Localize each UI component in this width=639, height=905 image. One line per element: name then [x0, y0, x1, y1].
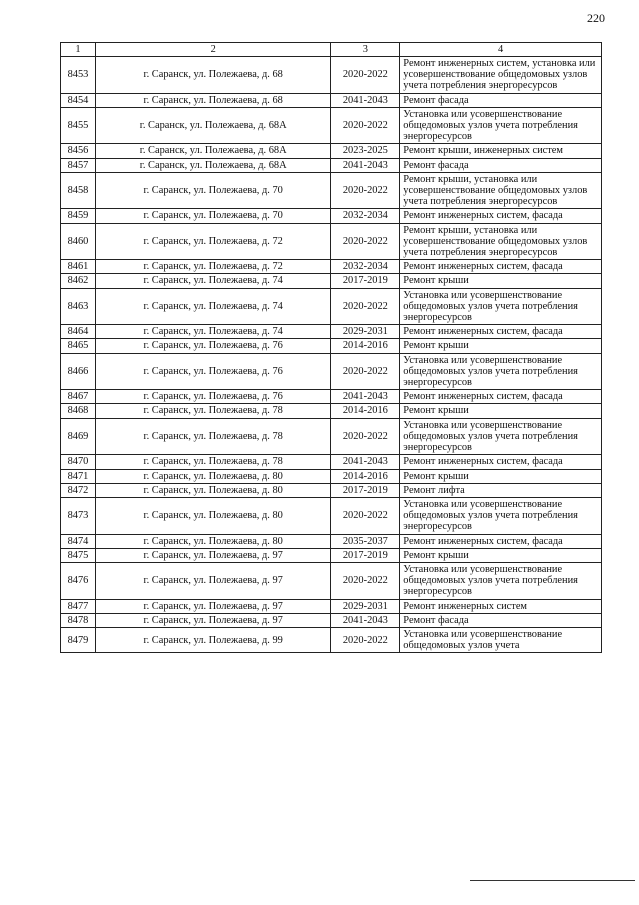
- row-number: 8458: [61, 172, 96, 209]
- table-row: [61, 548, 602, 562]
- row-number: 8453: [61, 57, 96, 94]
- work-type-cell: Ремонт крыши: [400, 469, 602, 483]
- address-cell: г. Саранск, ул. Полежаева, д. 74: [95, 288, 330, 325]
- period-cell: 2041-2043: [331, 390, 400, 404]
- work-type-cell: Ремонт фасада: [400, 93, 602, 107]
- column-header-1: 1: [61, 43, 96, 57]
- row-number: 8464: [61, 325, 96, 339]
- row-number: 8466: [61, 353, 96, 390]
- column-header-3: 3: [331, 43, 400, 57]
- row-number: 8476: [61, 562, 96, 599]
- work-type-cell: Ремонт инженерных систем: [400, 599, 602, 613]
- work-type-cell: Ремонт инженерных систем, фасада: [400, 325, 602, 339]
- row-number: 8478: [61, 613, 96, 627]
- row-number: 8459: [61, 209, 96, 223]
- table-row: [61, 418, 602, 455]
- work-type-cell: Ремонт фасада: [400, 158, 602, 172]
- address-cell: г. Саранск, ул. Полежаева, д. 72: [95, 260, 330, 274]
- period-cell: 2017-2019: [331, 483, 400, 497]
- bottom-divider: [470, 880, 635, 881]
- work-type-cell: Установка или усовершенствование общедомовых узлов учета потребления энергоресурсов: [400, 353, 602, 390]
- address-cell: г. Саранск, ул. Полежаева, д. 97: [95, 613, 330, 627]
- period-cell: 2014-2016: [331, 404, 400, 418]
- table-row: [61, 93, 602, 107]
- work-type-cell: Установка или усовершенствование общедомовых узлов учета потребления энергоресурсов: [400, 288, 602, 325]
- period-cell: 2020-2022: [331, 497, 400, 534]
- table-row: [61, 469, 602, 483]
- work-type-cell: Ремонт крыши, инженерных систем: [400, 144, 602, 158]
- row-number: 8457: [61, 158, 96, 172]
- address-cell: г. Саранск, ул. Полежаева, д. 68: [95, 57, 330, 94]
- address-cell: г. Саранск, ул. Полежаева, д. 68А: [95, 107, 330, 144]
- period-cell: 2041-2043: [331, 93, 400, 107]
- table-row: [61, 497, 602, 534]
- table-row: [61, 339, 602, 353]
- address-cell: г. Саранск, ул. Полежаева, д. 74: [95, 274, 330, 288]
- work-type-cell: Ремонт лифта: [400, 483, 602, 497]
- page-number: 220: [587, 11, 605, 25]
- table-row: [61, 562, 602, 599]
- period-cell: 2020-2022: [331, 562, 400, 599]
- address-cell: г. Саранск, ул. Полежаева, д. 68: [95, 93, 330, 107]
- table-row: [61, 627, 602, 652]
- address-cell: г. Саранск, ул. Полежаева, д. 99: [95, 627, 330, 652]
- row-number: 8456: [61, 144, 96, 158]
- period-cell: 2014-2016: [331, 469, 400, 483]
- column-header-2: 2: [95, 43, 330, 57]
- address-cell: г. Саранск, ул. Полежаева, д. 97: [95, 599, 330, 613]
- row-number: 8479: [61, 627, 96, 652]
- period-cell: 2020-2022: [331, 418, 400, 455]
- table-row: [61, 599, 602, 613]
- table-row: [61, 404, 602, 418]
- row-number: 8460: [61, 223, 96, 260]
- work-type-cell: Ремонт инженерных систем, фасада: [400, 455, 602, 469]
- period-cell: 2020-2022: [331, 172, 400, 209]
- header-row: [61, 43, 602, 57]
- row-number: 8469: [61, 418, 96, 455]
- address-cell: г. Саранск, ул. Полежаева, д. 76: [95, 353, 330, 390]
- table-row: [61, 260, 602, 274]
- row-number: 8454: [61, 93, 96, 107]
- work-type-cell: Установка или усовершенствование общедомовых узлов учета потребления энергоресурсов: [400, 418, 602, 455]
- work-type-cell: Ремонт инженерных систем, фасада: [400, 260, 602, 274]
- address-cell: г. Саранск, ул. Полежаева, д. 80: [95, 469, 330, 483]
- address-cell: г. Саранск, ул. Полежаева, д. 76: [95, 390, 330, 404]
- work-type-cell: Установка или усовершенствование общедомовых узлов учета: [400, 627, 602, 652]
- period-cell: 2041-2043: [331, 613, 400, 627]
- address-cell: г. Саранск, ул. Полежаева, д. 80: [95, 534, 330, 548]
- period-cell: 2017-2019: [331, 548, 400, 562]
- period-cell: 2014-2016: [331, 339, 400, 353]
- address-cell: г. Саранск, ул. Полежаева, д. 72: [95, 223, 330, 260]
- address-cell: г. Саранск, ул. Полежаева, д. 70: [95, 209, 330, 223]
- table-row: [61, 57, 602, 94]
- address-cell: г. Саранск, ул. Полежаева, д. 97: [95, 548, 330, 562]
- work-type-cell: Ремонт крыши: [400, 404, 602, 418]
- row-number: 8471: [61, 469, 96, 483]
- row-number: 8473: [61, 497, 96, 534]
- work-type-cell: Ремонт инженерных систем, фасада: [400, 209, 602, 223]
- address-cell: г. Саранск, ул. Полежаева, д. 74: [95, 325, 330, 339]
- column-header-4: 4: [400, 43, 602, 57]
- row-number: 8462: [61, 274, 96, 288]
- work-type-cell: Ремонт инженерных систем, фасада: [400, 390, 602, 404]
- work-type-cell: Ремонт крыши, установка или усовершенствование общедомовых узлов учета потребления энергоресурсов: [400, 172, 602, 209]
- row-number: 8470: [61, 455, 96, 469]
- period-cell: 2020-2022: [331, 288, 400, 325]
- address-cell: г. Саранск, ул. Полежаева, д. 76: [95, 339, 330, 353]
- address-cell: г. Саранск, ул. Полежаева, д. 97: [95, 562, 330, 599]
- period-cell: 2020-2022: [331, 223, 400, 260]
- work-type-cell: Ремонт крыши, установка или усовершенствование общедомовых узлов учета потребления энергоресурсов: [400, 223, 602, 260]
- table-row: [61, 353, 602, 390]
- work-type-cell: Ремонт фасада: [400, 613, 602, 627]
- table-row: [61, 534, 602, 548]
- work-type-cell: Установка или усовершенствование общедомовых узлов учета потребления энергоресурсов: [400, 562, 602, 599]
- period-cell: 2041-2043: [331, 158, 400, 172]
- table-row: [61, 390, 602, 404]
- period-cell: 2020-2022: [331, 107, 400, 144]
- row-number: 8465: [61, 339, 96, 353]
- repair-schedule-table: [60, 42, 602, 653]
- period-cell: 2023-2025: [331, 144, 400, 158]
- table-row: [61, 455, 602, 469]
- address-cell: г. Саранск, ул. Полежаева, д. 68А: [95, 144, 330, 158]
- row-number: 8474: [61, 534, 96, 548]
- work-type-cell: Ремонт крыши: [400, 274, 602, 288]
- table-body: [61, 57, 602, 653]
- table-row: [61, 613, 602, 627]
- address-cell: г. Саранск, ул. Полежаева, д. 78: [95, 418, 330, 455]
- table-row: [61, 223, 602, 260]
- period-cell: 2041-2043: [331, 455, 400, 469]
- row-number: 8477: [61, 599, 96, 613]
- table-row: [61, 107, 602, 144]
- address-cell: г. Саранск, ул. Полежаева, д. 78: [95, 455, 330, 469]
- period-cell: 2029-2031: [331, 325, 400, 339]
- period-cell: 2017-2019: [331, 274, 400, 288]
- table-row: [61, 483, 602, 497]
- address-cell: г. Саранск, ул. Полежаева, д. 80: [95, 497, 330, 534]
- table-row: [61, 172, 602, 209]
- work-type-cell: Ремонт крыши: [400, 548, 602, 562]
- table-row: [61, 325, 602, 339]
- work-type-cell: Установка или усовершенствование общедомовых узлов учета потребления энергоресурсов: [400, 497, 602, 534]
- period-cell: 2035-2037: [331, 534, 400, 548]
- table-row: [61, 274, 602, 288]
- table-row: [61, 158, 602, 172]
- row-number: 8455: [61, 107, 96, 144]
- table-row: [61, 288, 602, 325]
- period-cell: 2020-2022: [331, 627, 400, 652]
- period-cell: 2020-2022: [331, 57, 400, 94]
- address-cell: г. Саранск, ул. Полежаева, д. 68А: [95, 158, 330, 172]
- work-type-cell: Ремонт инженерных систем, установка или усовершенствование общедомовых узлов учета потребления энергоресурсов: [400, 57, 602, 94]
- address-cell: г. Саранск, ул. Полежаева, д. 80: [95, 483, 330, 497]
- row-number: 8472: [61, 483, 96, 497]
- period-cell: 2032-2034: [331, 209, 400, 223]
- address-cell: г. Саранск, ул. Полежаева, д. 70: [95, 172, 330, 209]
- row-number: 8468: [61, 404, 96, 418]
- work-type-cell: Ремонт инженерных систем, фасада: [400, 534, 602, 548]
- work-type-cell: Установка или усовершенствование общедомовых узлов учета потребления энергоресурсов: [400, 107, 602, 144]
- period-cell: 2032-2034: [331, 260, 400, 274]
- address-cell: г. Саранск, ул. Полежаева, д. 78: [95, 404, 330, 418]
- row-number: 8475: [61, 548, 96, 562]
- period-cell: 2020-2022: [331, 353, 400, 390]
- row-number: 8461: [61, 260, 96, 274]
- table-row: [61, 144, 602, 158]
- period-cell: 2029-2031: [331, 599, 400, 613]
- row-number: 8463: [61, 288, 96, 325]
- work-type-cell: Ремонт крыши: [400, 339, 602, 353]
- row-number: 8467: [61, 390, 96, 404]
- table-row: [61, 209, 602, 223]
